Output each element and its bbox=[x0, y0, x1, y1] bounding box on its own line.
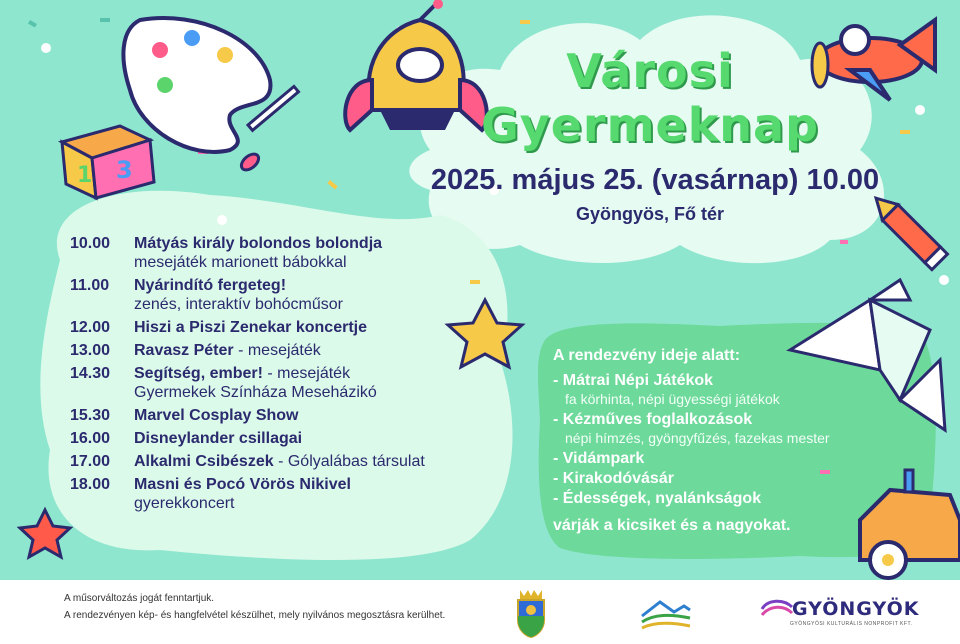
program-schedule bbox=[70, 234, 490, 517]
activity-description: népi hímzés, gyöngyfűzés, fazekas mester bbox=[565, 430, 830, 446]
activities-closing: várják a kicsiket és a nagyokat. bbox=[553, 517, 791, 534]
schedule-title: Ravasz Péter bbox=[134, 342, 234, 359]
activities-list bbox=[553, 347, 913, 535]
schedule-row bbox=[70, 406, 490, 425]
schedule-extra: - mesejáték bbox=[262, 365, 351, 382]
schedule-extra: - mesejáték bbox=[233, 342, 321, 359]
coat-of-arms-icon bbox=[514, 588, 548, 638]
schedule-time: 12.00 bbox=[70, 319, 111, 336]
schedule-time: 15.30 bbox=[70, 407, 111, 424]
schedule-row bbox=[70, 234, 490, 272]
footer-note-1: A műsorváltozás jogát fenntartjuk. bbox=[64, 593, 215, 604]
footer-note-2: A rendezvényen kép- és hangfelvétel készülhet, mely nyilvános megosztásra kerülhet. bbox=[64, 610, 446, 621]
schedule-subtitle: mesejáték marionett bábokkal bbox=[134, 254, 347, 271]
title-line-1: Városi bbox=[566, 44, 734, 98]
activity-item: - Vidámpark bbox=[553, 450, 645, 467]
schedule-row bbox=[70, 429, 490, 448]
schedule-title: Marvel Cosplay Show bbox=[134, 407, 299, 424]
schedule-time: 13.00 bbox=[70, 342, 111, 359]
schedule-subtitle: gyerekkoncert bbox=[134, 495, 235, 512]
schedule-subtitle: Gyermekek Színháza Meseházikó bbox=[134, 384, 377, 401]
activity-item: - Mátrai Népi Játékok bbox=[553, 372, 714, 389]
schedule-title: Segítség, ember! bbox=[134, 365, 263, 382]
svg-text:3: 3 bbox=[116, 156, 133, 184]
svg-text:1: 1 bbox=[77, 163, 93, 188]
schedule-time: 11.00 bbox=[70, 277, 110, 294]
schedule-title: Disneylander csillagai bbox=[134, 430, 303, 447]
schedule-time: 10.00 bbox=[70, 235, 111, 252]
schedule-title: Hiszi a Piszi Zenekar koncertje bbox=[134, 319, 367, 336]
schedule-subtitle: zenés, interaktív bohócműsor bbox=[134, 296, 343, 313]
title-line-2: Gyermeknap bbox=[480, 98, 820, 152]
event-location: Gyöngyös, Fő tér bbox=[575, 204, 725, 224]
activity-item: - Édességek, nyalánkságok bbox=[553, 490, 762, 507]
schedule-title: Nyárindító fergeteg! bbox=[134, 277, 287, 294]
gyongyok-swirl-icon bbox=[760, 597, 794, 621]
schedule-title: Masni és Pocó Vörös Nikivel bbox=[134, 476, 351, 493]
schedule-extra: - Gólyalábas társulat bbox=[273, 453, 425, 470]
schedule-row bbox=[70, 452, 490, 471]
gyongyok-logo-subtext: GYÖNGYÖSI KULTURÁLIS NONPROFIT KFT. bbox=[790, 621, 913, 627]
activity-description: fa körhinta, népi ügyességi játékok bbox=[565, 391, 780, 407]
activity-item: - Kézműves foglalkozások bbox=[553, 411, 753, 428]
schedule-time: 14.30 bbox=[70, 365, 111, 382]
schedule-title: Mátyás király bolondos bolondja bbox=[134, 235, 383, 252]
schedule-row bbox=[70, 318, 490, 337]
schedule-time: 16.00 bbox=[70, 430, 111, 447]
number-cube-icon bbox=[62, 126, 154, 198]
schedule-row bbox=[70, 475, 490, 513]
landscape-logo-icon bbox=[640, 596, 692, 630]
activity-item: - Kirakodóvásár bbox=[553, 470, 674, 487]
schedule-time: 17.00 bbox=[70, 453, 111, 470]
schedule-title: Alkalmi Csibészek bbox=[134, 453, 274, 470]
schedule-row bbox=[70, 341, 490, 360]
gyongyok-logo-text: GYÖNGYÖK bbox=[792, 598, 920, 620]
schedule-row bbox=[70, 276, 490, 314]
activities-heading: A rendezvény ideje alatt: bbox=[553, 347, 741, 364]
event-date: 2025. május 25. (vasárnap) 10.00 bbox=[430, 164, 880, 196]
schedule-time: 18.00 bbox=[70, 476, 111, 493]
schedule-row bbox=[70, 364, 490, 402]
